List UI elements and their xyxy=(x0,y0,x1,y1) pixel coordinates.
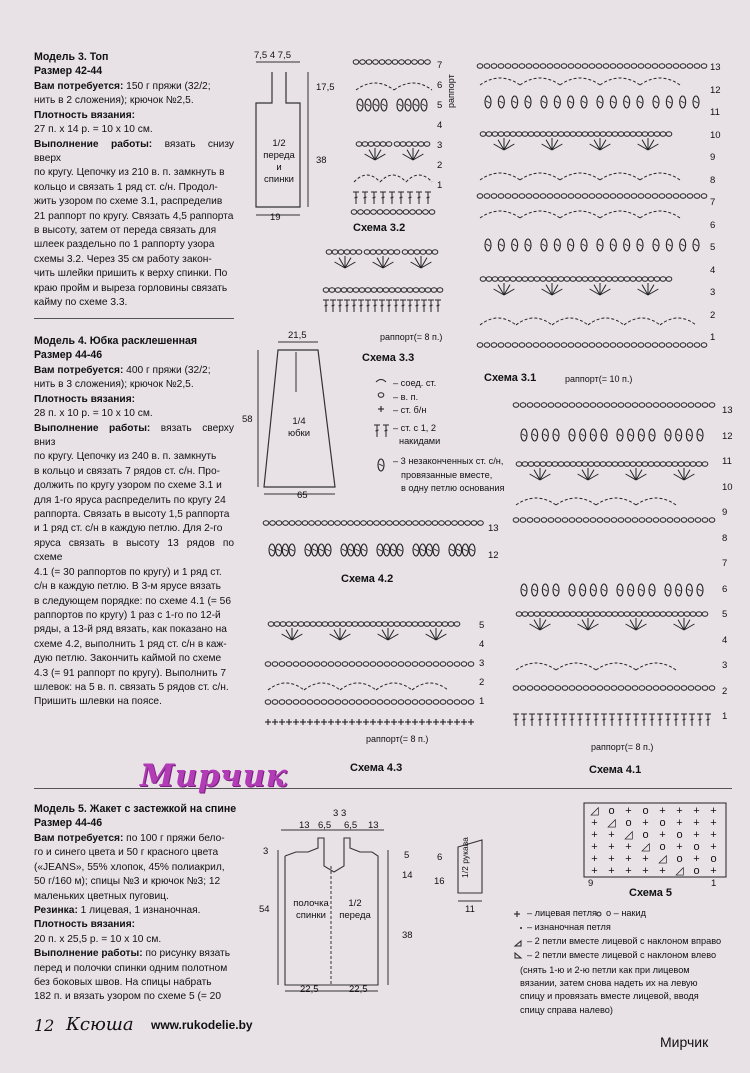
body-line: схемы 3.2. Через 35 см работу закон- xyxy=(34,253,212,265)
skirt-inner: 1/4 юбки xyxy=(287,416,311,439)
sleeve-label: 1/2 рукава xyxy=(460,837,470,878)
scheme5-cell: о xyxy=(676,829,683,841)
row-number: 12 xyxy=(722,430,733,442)
jacket-right-dim: 38 xyxy=(402,930,413,941)
jacket-bottom-dim: 22,5 xyxy=(349,984,368,995)
scheme5-cell: о xyxy=(642,805,649,817)
body-line: по кругу. Цепочку из 240 в. п. замкнуть xyxy=(34,451,217,463)
watermark: Мирчик xyxy=(660,1034,709,1050)
scheme-3-3 xyxy=(323,250,443,312)
body-line: шлевок: на 5 в. п. связать 5 рядов ст. с/н. xyxy=(34,681,229,693)
jacket-left-dim: 54 xyxy=(259,904,270,915)
scheme5-row xyxy=(586,817,724,829)
scheme5-cell: ◿ xyxy=(641,841,650,853)
jacket-top-dim: 13 xyxy=(299,820,310,831)
legend2-item: – 2 петли вместе лицевой с наклоном вправо xyxy=(527,936,722,946)
body-line: 182 п. и вязать узором по схеме 5 (= 20 xyxy=(34,991,221,1003)
scheme5-cell: + xyxy=(710,829,717,841)
model3-size: Размер 42-44 xyxy=(34,65,103,77)
body-line: раппортов по кругу) 1 раз с 1-го по 12-й xyxy=(34,609,221,621)
caption-s32: Схема 3.2 xyxy=(353,222,406,234)
scheme5-cell: + xyxy=(710,805,717,817)
body-line: яруса связать в высоту 13 рядов по схеме xyxy=(34,537,234,564)
scheme5-cell: + xyxy=(608,865,615,877)
jacket-inner-right: 1/2 переда xyxy=(339,898,371,921)
jacket-top-dim: 13 xyxy=(368,820,379,831)
scheme5-cell: ◿ xyxy=(658,853,667,865)
legend2-item: – лицевая петля xyxy=(527,908,597,918)
body-line: без боковых швов. На спицы набрать xyxy=(34,977,212,989)
body-line: 28 п. х 10 р. = 10 х 10 см. xyxy=(34,408,153,420)
row-number: 1 xyxy=(710,332,716,343)
body-line: Резинка: 1 лицевая, 1 изнаночная. xyxy=(34,905,201,917)
row-numbers-s43 xyxy=(479,620,484,715)
body-line: Плотность вязания: xyxy=(34,919,136,931)
row-number: 4 xyxy=(722,634,728,646)
scheme5-cell: + xyxy=(693,829,700,841)
row-number: 2 xyxy=(722,685,728,697)
scheme5-cell: + xyxy=(591,841,598,853)
body-line: шлеек раздельно по 1 раппорту узора xyxy=(34,239,215,251)
scheme5-cell: ◿ xyxy=(590,805,599,817)
body-line: Выполнение работы: вязать снизу вверх xyxy=(34,138,234,165)
row-number: 13 xyxy=(710,62,721,73)
row-number: 3 xyxy=(710,287,716,298)
legend2-item: о – накид xyxy=(606,908,647,918)
row-number: 7 xyxy=(437,60,443,71)
body-line: Плотность вязания: xyxy=(34,393,136,405)
body-line: («JEANS», 55% хлопок, 45% полиакрил, xyxy=(34,861,225,873)
body-line: Выполнение работы: по рисунку вязать xyxy=(34,948,231,960)
body-line: Вам потребуется: 150 г пряжи (32/2; xyxy=(34,81,211,92)
row-number: 10 xyxy=(722,481,733,493)
scheme5-cell: о xyxy=(659,817,666,829)
row-number: 13 xyxy=(488,523,499,534)
scheme5-cell: о xyxy=(676,853,683,865)
sleeve-dim: 16 xyxy=(434,876,445,887)
scheme5-cell: + xyxy=(710,841,717,853)
body-line: схеме 4.2, выполнить 1 ряд ст. с/н в каж- xyxy=(34,638,227,650)
rapport-s32: раппорт xyxy=(446,74,456,108)
row-number: 6 xyxy=(722,583,728,595)
scheme5-cell: + xyxy=(659,829,666,841)
caption-s31: Схема 3.1 xyxy=(484,372,537,384)
model4-size: Размер 44-46 xyxy=(34,349,103,361)
row-number: 2 xyxy=(710,309,716,321)
page-number: 12 xyxy=(34,1016,55,1035)
body-line: 21 раппорт по кругу. Связать 4,5 раппорта xyxy=(34,210,234,222)
scheme5-cell: о xyxy=(659,841,666,853)
top-inner-label: 1/2 переда и спинки xyxy=(263,138,295,185)
scheme5-row xyxy=(586,865,724,877)
body-line: ряды, а 13-й ряд вязать, как показано на xyxy=(34,624,227,636)
mirchik-logo: Мирчик xyxy=(140,758,288,794)
jacket-top-dim: 3 xyxy=(333,808,339,819)
row-number: 4 xyxy=(710,264,716,276)
row-number: 12 xyxy=(488,550,499,561)
row-number: 11 xyxy=(710,107,720,118)
row-number: 10 xyxy=(710,129,721,141)
jacket-top-dim: 6,5 xyxy=(344,820,358,831)
row-number: 1 xyxy=(479,696,485,707)
scheme5-cell: + xyxy=(693,817,700,829)
rapport-s41: раппорт(= 8 п.) xyxy=(591,742,654,752)
row-number: 11 xyxy=(722,456,732,467)
scheme5-row xyxy=(586,853,724,865)
jacket-top-dim: 3 xyxy=(341,808,347,819)
body-line: кайму по схеме 3.3. xyxy=(34,297,128,309)
scheme-4-1 xyxy=(513,403,715,726)
row-number: 5 xyxy=(722,609,728,620)
scheme5-cell: + xyxy=(659,805,666,817)
jacket-bottom-dim: 22,5 xyxy=(300,984,319,995)
scheme-4-3 xyxy=(265,622,474,725)
scheme5-cell: + xyxy=(625,805,632,817)
scheme-3-2 xyxy=(351,60,435,214)
scheme5-cell: + xyxy=(625,841,632,853)
legend2-item: – 2 петли вместе лицевой с наклоном влево xyxy=(527,950,717,960)
top-dims: 7,5 4 7,5 xyxy=(254,50,291,61)
body-line: 50 г/160 м); спицы №3 и крючок №3; 12 xyxy=(34,876,221,888)
body-line: Вам потребуется: 400 г пряжи (32/2; xyxy=(34,365,211,376)
row-number: 9 xyxy=(710,152,716,163)
scheme5-cell: + xyxy=(591,817,598,829)
body-line: Выполнение работы: вязать сверху вниз xyxy=(34,422,234,449)
body-line: с/н в каждую петлю. В 3-м ярусе вязать xyxy=(34,581,221,593)
model4-title: Модель 4. Юбка расклешенная xyxy=(34,335,198,347)
jacket-inner-left: полочка спинки xyxy=(293,898,329,921)
row-number: 1 xyxy=(437,180,443,191)
skirt-top: 21,5 xyxy=(288,330,307,341)
jacket-left-dim: 3 xyxy=(263,846,269,857)
scheme5-cell: ◿ xyxy=(675,865,684,877)
body-line: 4.3 (= 91 раппорт по кругу). Выполнить 7 xyxy=(34,667,227,679)
row-number: 2 xyxy=(479,677,485,688)
row-number: 8 xyxy=(710,174,716,186)
top-bottom: 19 xyxy=(270,212,281,223)
body-line: дую петлю. Закончить каймой по схеме xyxy=(34,653,222,665)
scheme-5-symbols xyxy=(586,805,724,877)
scheme5-cell: + xyxy=(693,853,700,865)
scheme5-row-label: 9 xyxy=(588,878,594,889)
body-line: раппорта. Связать в высоту 1,5 раппорта xyxy=(34,509,230,521)
row-numbers-s41 xyxy=(722,405,733,737)
body-line: Плотность вязания: xyxy=(34,109,136,121)
scheme5-cell: + xyxy=(591,865,598,877)
row-numbers-s31 xyxy=(710,62,721,355)
body-line: Пришить шлевки на поясе. xyxy=(34,696,162,708)
scheme5-cell: + xyxy=(642,817,649,829)
body-line: чить шлейки пришить к верху спинки. По xyxy=(34,268,228,280)
scheme5-row xyxy=(586,841,724,853)
row-number: 9 xyxy=(722,507,728,518)
jacket-right-dim: 14 xyxy=(402,870,413,881)
legend2-item: – изнаночная петля xyxy=(527,922,611,932)
top-dim-2: 38 xyxy=(316,155,327,166)
row-number: 3 xyxy=(722,660,728,671)
scheme5-cell: + xyxy=(591,853,598,865)
caption-s43: Схема 4.3 xyxy=(350,762,403,774)
jacket-top-dim: 6,5 xyxy=(318,820,332,831)
row-number: 6 xyxy=(710,219,716,231)
body-line: краю пройм и выреза горловины связать xyxy=(34,282,228,294)
caption-s5: Схема 5 xyxy=(629,887,673,899)
row-number: 1 xyxy=(722,711,728,722)
body-line: для 1-го яруса распределить по кругу 24 xyxy=(34,494,226,506)
scheme5-cell: + xyxy=(659,865,666,877)
row-number: 6 xyxy=(437,80,443,91)
row-number: 13 xyxy=(722,405,733,416)
top-dim-1: 17,5 xyxy=(316,82,335,93)
row-number: 4 xyxy=(479,639,485,650)
skirt-bottom: 65 xyxy=(297,490,308,501)
scheme5-cell: + xyxy=(642,865,649,877)
body-line: го и синего цвета и 50 г красного цвета xyxy=(34,847,219,859)
body-line: Вам потребуется: по 100 г пряжи бело- xyxy=(34,833,225,844)
rapport-s43: раппорт(= 8 п.) xyxy=(366,734,429,744)
body-line: 4.1 (= 30 раппортов по кругу) и 1 ряд ст. xyxy=(34,566,222,578)
scheme5-cell: + xyxy=(693,805,700,817)
body-line: в кольцо и связать 7 рядов ст. с/н. Про- xyxy=(34,465,221,477)
row-number: 8 xyxy=(722,532,728,544)
scheme-3-1 xyxy=(477,64,707,347)
body-line: маленьких цветных пуговиц. xyxy=(34,890,169,902)
body-line: нить в 3 сложения); крючок №2,5. xyxy=(34,379,194,391)
scheme5-cell: ◿ xyxy=(607,817,616,829)
row-number: 5 xyxy=(479,620,485,631)
scheme5-cell: о xyxy=(625,817,632,829)
scheme5-cell: + xyxy=(625,853,632,865)
body-line: 20 п. х 25,5 р. = 10 х 10 см. xyxy=(34,933,162,945)
body-line: нить в 2 сложения); крючок №2,5. xyxy=(34,95,194,107)
row-numbers-s32 xyxy=(437,60,442,200)
caption-s33: Схема 3.3 xyxy=(362,352,415,364)
scheme5-cell: о xyxy=(710,853,717,865)
scheme5-cell: + xyxy=(676,817,683,829)
row-number: 5 xyxy=(437,100,443,111)
scheme5-cell: о xyxy=(693,841,700,853)
body-line: в высоту, затем от переда связать для xyxy=(34,225,217,237)
body-line: должить по кругу узором по схеме 3.1 и xyxy=(34,480,222,492)
body-line: в следующем порядке: по схеме 4.1 (= 56 xyxy=(34,595,232,607)
scheme-4-2 xyxy=(263,521,483,556)
row-number: 7 xyxy=(710,197,716,208)
body-line: 27 п. х 14 р. = 10 х 10 см. xyxy=(34,124,153,136)
scheme5-cell: + xyxy=(642,853,649,865)
skirt-left: 58 xyxy=(242,414,253,425)
body-line: кольцо и связать 1 ряд ст. с/н. Продол- xyxy=(34,181,218,193)
scheme5-cell: + xyxy=(710,865,717,877)
rapport-s33: раппорт(= 8 п.) xyxy=(380,332,443,342)
sleeve-dim: 11 xyxy=(465,904,475,915)
scheme5-cell: + xyxy=(710,817,717,829)
scheme5-cell: + xyxy=(608,829,615,841)
sleeve-dim: 6 xyxy=(437,852,443,863)
legend-1: – соед. ст. – в. п. – ст. б/н – ст. с 1, 2 накидами – 3 незаконченных ст. с/н, провязанные вместе, в одну петлю основания xyxy=(393,378,505,494)
site-url: www.rukodelie.by xyxy=(151,1018,253,1032)
row-number: 4 xyxy=(437,120,443,131)
scheme5-cell: + xyxy=(676,841,683,853)
magazine-name: Ксюша xyxy=(66,1014,134,1035)
body-line: и 1 ряд ст. с/н в каждую петлю. Для 2-го xyxy=(34,523,223,535)
legend2-note: (снять 1-ю и 2-ю петли как при лицевом вязании, затем снова надеть их на левую спицу и провязать вместе лицевой, вводя спицу справа налево) xyxy=(520,965,699,1015)
row-number: 12 xyxy=(710,84,721,96)
scheme5-cell: + xyxy=(591,829,598,841)
model5-size: Размер 44-46 xyxy=(34,817,103,829)
jacket-right-dim: 5 xyxy=(404,850,410,861)
row-number: 3 xyxy=(479,658,485,669)
body-line: по кругу. Цепочку из 210 в. п. замкнуть в xyxy=(34,167,225,179)
caption-s41: Схема 4.1 xyxy=(589,764,642,776)
row-number: 3 xyxy=(437,140,443,151)
scheme5-cell: + xyxy=(608,853,615,865)
scheme5-cell: о xyxy=(642,829,649,841)
model3-title: Модель 3. Топ xyxy=(34,51,109,63)
legend-symbols xyxy=(374,380,389,472)
scheme5-cell: о xyxy=(608,805,615,817)
caption-s42: Схема 4.2 xyxy=(341,573,394,585)
body-line: жить узором по схеме 3.1, распределив xyxy=(34,196,223,208)
scheme5-cell: ◿ xyxy=(624,829,633,841)
scheme5-row xyxy=(586,829,724,841)
row-number: 2 xyxy=(437,160,443,171)
rapport-s31: раппорт(= 10 п.) xyxy=(565,374,633,384)
scheme5-cell: + xyxy=(608,841,615,853)
scheme5-cell: + xyxy=(676,805,683,817)
body-line: перед и полочки спинки одним полотном xyxy=(34,962,228,974)
model5-title: Модель 5. Жакет с застежкой на спине xyxy=(34,803,237,815)
scheme5-row-label: 1 xyxy=(711,878,717,889)
scheme5-cell: о xyxy=(693,865,700,877)
row-number: 5 xyxy=(710,242,716,253)
scheme5-row xyxy=(586,805,724,817)
row-number: 7 xyxy=(722,558,728,569)
row-numbers-s42 xyxy=(488,523,499,577)
scheme5-cell: + xyxy=(625,865,632,877)
